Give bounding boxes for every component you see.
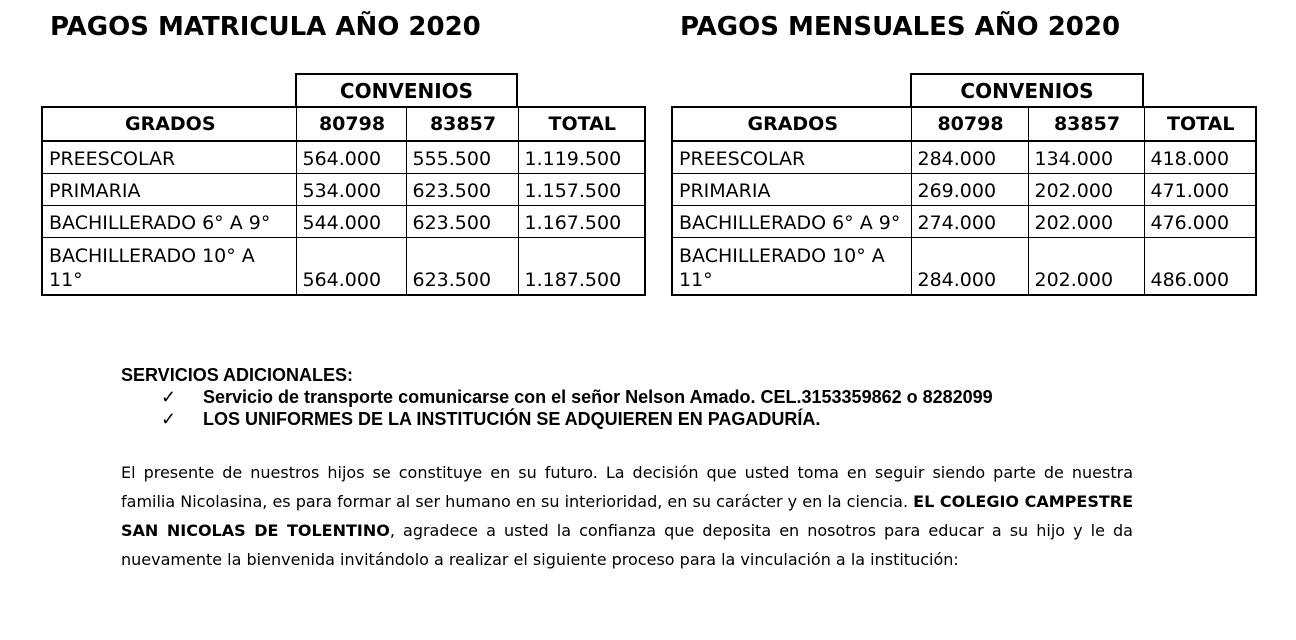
list-item — [161, 408, 993, 430]
table-cell: 555.500 — [406, 141, 518, 173]
table-cell: 544.000 — [296, 205, 406, 237]
paragraph-text: El presente de nuestros hijos se constituye en su futuro. La decisión que usted toma en seguir siendo parte de nuestra familia Nicolasina, es para formar al ser humano en su interioridad, en su carácter y en la ciencia. — [121, 463, 1133, 511]
table-cell: 471.000 — [1144, 173, 1256, 205]
table-cell: 202.000 — [1028, 173, 1144, 205]
table-cell: BACHILLERADO 10° A 11° — [42, 237, 296, 295]
table-cell: 564.000 — [296, 141, 406, 173]
table-cell: BACHILLERADO 6° A 9° — [42, 205, 296, 237]
table-cell: PREESCOLAR — [42, 141, 296, 173]
table-cell: 418.000 — [1144, 141, 1256, 173]
table-cell: 202.000 — [1028, 205, 1144, 237]
table-row — [672, 141, 1256, 173]
column-header: GRADOS — [42, 107, 296, 141]
column-header: 83857 — [1028, 107, 1144, 141]
column-header: 83857 — [406, 107, 518, 141]
table-cell: 202.000 — [1028, 237, 1144, 295]
table-cell: PREESCOLAR — [672, 141, 911, 173]
column-header: TOTAL — [1144, 107, 1256, 141]
matricula-table — [41, 106, 646, 296]
table-cell: BACHILLERADO 6° A 9° — [672, 205, 911, 237]
welcome-paragraph — [121, 458, 1133, 574]
table-cell: 476.000 — [1144, 205, 1256, 237]
table-cell: 623.500 — [406, 205, 518, 237]
table-cell: 1.167.500 — [518, 205, 645, 237]
matricula-title: PAGOS MATRICULA AÑO 2020 — [50, 12, 481, 42]
table-cell: PRIMARIA — [42, 173, 296, 205]
table-cell: 623.500 — [406, 173, 518, 205]
service-text: Servicio de transporte comunicarse con el señor Nelson Amado. CEL.3153359862 o 8282099 — [203, 387, 993, 407]
table-cell: 269.000 — [911, 173, 1028, 205]
table-row — [42, 173, 645, 205]
table-cell: 486.000 — [1144, 237, 1256, 295]
table-header-row — [672, 107, 1256, 141]
service-text: LOS UNIFORMES DE LA INSTITUCIÓN SE ADQUIEREN EN PAGADURÍA. — [203, 409, 821, 429]
table-cell: 274.000 — [911, 205, 1028, 237]
table-row — [42, 205, 645, 237]
table-cell: 1.187.500 — [518, 237, 645, 295]
table-cell: 564.000 — [296, 237, 406, 295]
mensuales-title: PAGOS MENSUALES AÑO 2020 — [680, 12, 1121, 42]
column-header: 80798 — [296, 107, 406, 141]
table-cell: PRIMARIA — [672, 173, 911, 205]
table-cell: 284.000 — [911, 237, 1028, 295]
table-row — [672, 237, 1256, 295]
services-heading: SERVICIOS ADICIONALES: — [121, 365, 354, 385]
convenios-header: CONVENIOS — [295, 73, 518, 107]
services-list — [121, 386, 993, 430]
table-cell: BACHILLERADO 10° A 11° — [672, 237, 911, 295]
table-header-row — [42, 107, 645, 141]
table-cell: 623.500 — [406, 237, 518, 295]
table-cell: 134.000 — [1028, 141, 1144, 173]
column-header: TOTAL — [518, 107, 645, 141]
column-header: GRADOS — [672, 107, 911, 141]
checkmark-icon: ✓ — [161, 409, 177, 429]
table-row — [42, 237, 645, 295]
paragraph-text: , agradece a usted la confianza que deposita en nosotros para educar a su hijo y le da nuevamente la bienvenida invitándolo a realizar el siguiente proceso para la vinculación a la institución: — [121, 521, 1133, 569]
additional-services — [121, 364, 993, 430]
list-item — [161, 386, 993, 408]
table-cell: 1.119.500 — [518, 141, 645, 173]
mensuales-table — [671, 106, 1257, 296]
table-cell: 284.000 — [911, 141, 1028, 173]
checkmark-icon: ✓ — [161, 387, 177, 407]
table-row — [672, 173, 1256, 205]
table-row — [672, 205, 1256, 237]
table-row — [42, 141, 645, 173]
school-name: EL COLEGIO CAMPESTRE SAN NICOLAS DE TOLENTINO — [121, 492, 1134, 540]
convenios-header: CONVENIOS — [910, 73, 1144, 107]
table-cell: 1.157.500 — [518, 173, 645, 205]
table-cell: 534.000 — [296, 173, 406, 205]
column-header: 80798 — [911, 107, 1028, 141]
